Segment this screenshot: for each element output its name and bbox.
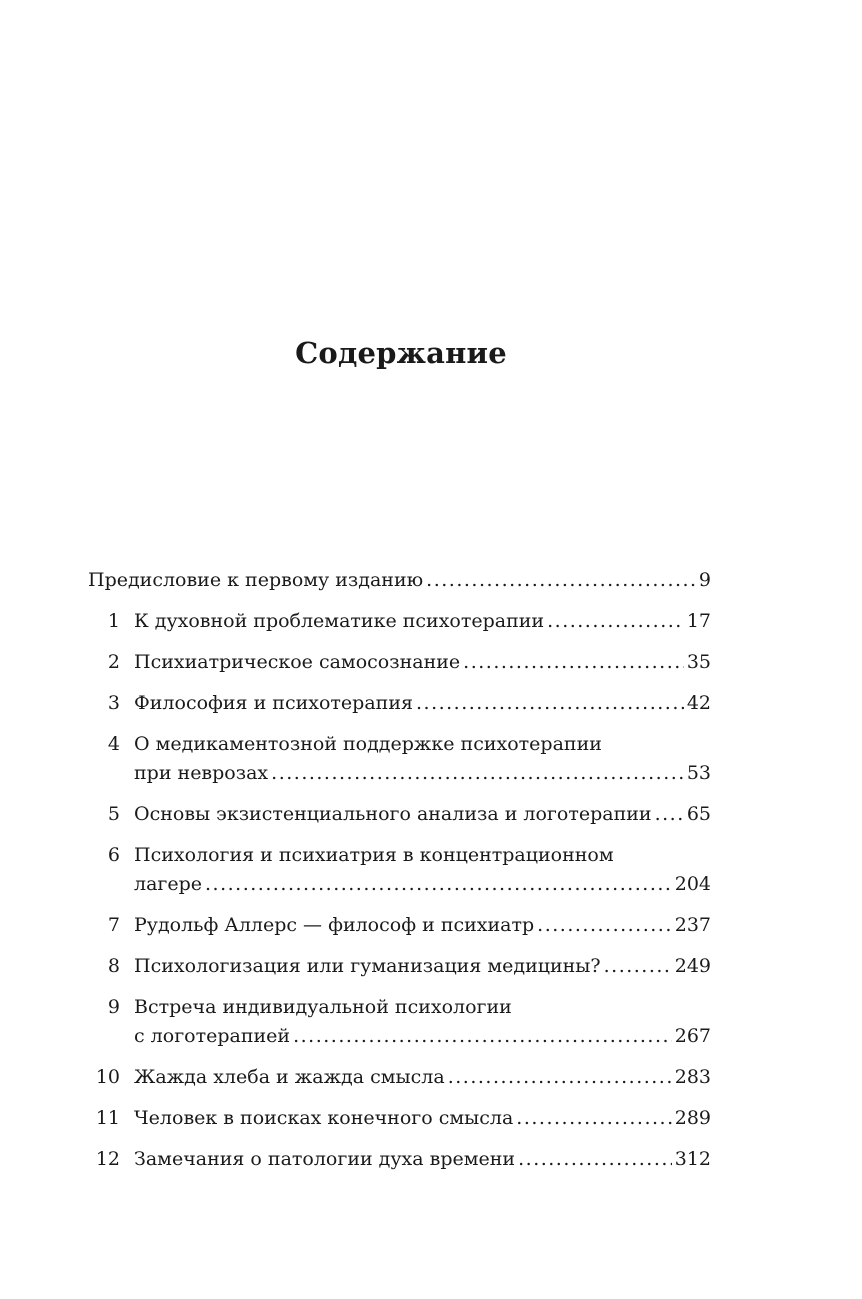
toc-entry-title-line: Человек в поисках конечного смысла: [134, 1107, 514, 1129]
toc-entry-title-line: Психиатрическое самосознание: [134, 651, 461, 673]
toc-entry-last-line: [134, 952, 711, 981]
dot-leader: [604, 952, 672, 981]
dot-leader: [516, 1104, 671, 1133]
toc-entry-page-number: 35: [686, 651, 711, 673]
toc-entry-number: 5: [107, 803, 120, 825]
toc-entry-last-line: [134, 1022, 711, 1051]
toc-entry-number: 10: [95, 1066, 120, 1088]
toc-entry-page-number: 267: [674, 1025, 711, 1047]
toc-entry-number: 9: [107, 996, 120, 1018]
toc-entry-body: [134, 800, 711, 829]
toc-entry-body: [134, 1063, 711, 1092]
toc-entry: [88, 648, 711, 677]
toc-entry-number: 2: [107, 651, 120, 673]
table-of-contents: [88, 566, 711, 1186]
toc-entry-last-line: [134, 911, 711, 940]
toc-entry: [88, 800, 711, 829]
toc-entry-body: [134, 689, 711, 718]
toc-entry-page-number: 289: [674, 1107, 711, 1129]
toc-entry-page-number: 42: [686, 692, 711, 714]
toc-entry-last-line: [134, 689, 711, 718]
toc-entry-last-line: [134, 759, 711, 788]
toc-entry-title-line: Замечания о патологии духа времени: [134, 1148, 516, 1170]
toc-entry-title-line: Философия и психотерапия: [134, 692, 413, 714]
dot-leader: [271, 759, 684, 788]
toc-entry: [88, 689, 711, 718]
toc-entry-number: 1: [107, 610, 120, 632]
toc-entry-last-line: [88, 566, 711, 595]
toc-entry-number: 3: [107, 692, 120, 714]
toc-entry-last-line: [134, 607, 711, 636]
toc-entry-body: [134, 1145, 711, 1174]
dot-leader: [518, 1145, 672, 1174]
toc-entry-number: 7: [107, 914, 120, 936]
dot-leader: [293, 1022, 672, 1051]
dot-leader: [537, 911, 672, 940]
dot-leader: [205, 870, 672, 899]
toc-entry-title-line: О медикаментозной поддержке психотерапии: [134, 733, 602, 755]
toc-entry-last-line: [134, 1104, 711, 1133]
dot-leader: [655, 800, 684, 829]
toc-entry-last-line: [134, 1145, 711, 1174]
toc-entry-page-number: 283: [674, 1066, 711, 1088]
toc-entry-title-line: с логотерапией: [134, 1025, 291, 1047]
toc-entry: [88, 993, 711, 1051]
toc-entry-body: [134, 730, 711, 788]
toc-entry-last-line: [134, 800, 711, 829]
toc-entry-body: [134, 993, 711, 1051]
toc-entry: [88, 1063, 711, 1092]
toc-entry-number: 4: [107, 733, 120, 755]
toc-entry-page-number: 249: [674, 955, 711, 977]
dot-leader: [426, 566, 696, 595]
toc-entry-body: [134, 911, 711, 940]
toc-entry: [88, 1145, 711, 1174]
toc-entry-page-number: 237: [674, 914, 711, 936]
page-title: Содержание: [295, 336, 507, 370]
toc-entry-page-number: 17: [686, 610, 711, 632]
toc-entry-title-line: Предисловие к первому изданию: [88, 569, 424, 591]
toc-entry-number: 6: [107, 844, 120, 866]
toc-entry-page-number: 53: [686, 762, 711, 784]
toc-entry-body: [134, 841, 711, 899]
dot-leader: [416, 689, 684, 718]
toc-entry-page-number: 65: [686, 803, 711, 825]
dot-leader: [463, 648, 684, 677]
toc-entry-body: [134, 607, 711, 636]
toc-entry-last-line: [134, 648, 711, 677]
toc-entry-title-line: Основы экзистенциального анализа и логотерапии: [134, 803, 652, 825]
toc-entry-title-line: Встреча индивидуальной психологии: [134, 996, 512, 1018]
toc-entry-number: 8: [107, 955, 120, 977]
toc-entry-body: [134, 648, 711, 677]
toc-entry-title-line: Жажда хлеба и жажда смысла: [134, 1066, 445, 1088]
toc-entry: [88, 1104, 711, 1133]
toc-entry-title-line: при неврозах: [134, 762, 269, 784]
toc-entry-title-line: Психология и психиатрия в концентрационном: [134, 844, 614, 866]
toc-entry: [88, 730, 711, 788]
toc-entry-title-line: Психологизация или гуманизация медицины?: [134, 955, 601, 977]
toc-entry-page-number: 9: [698, 569, 711, 591]
toc-entry: [88, 841, 711, 899]
toc-entry-body: [88, 566, 711, 595]
toc-entry-title-line: Рудольф Аллерс — философ и психиатр: [134, 914, 535, 936]
toc-entry: [88, 911, 711, 940]
toc-entry-page-number: 312: [674, 1148, 711, 1170]
dot-leader: [448, 1063, 672, 1092]
toc-entry: [88, 607, 711, 636]
toc-entry-last-line: [134, 1063, 711, 1092]
toc-entry-title-line: лагере: [134, 873, 203, 895]
toc-entry-last-line: [134, 870, 711, 899]
toc-entry: [88, 952, 711, 981]
toc-entry-body: [134, 952, 711, 981]
toc-entry-number: 12: [95, 1148, 120, 1170]
dot-leader: [547, 607, 684, 636]
toc-entry-title-line: К духовной проблематике психотерапии: [134, 610, 545, 632]
toc-entry: [88, 566, 711, 595]
toc-entry-page-number: 204: [674, 873, 711, 895]
toc-entry-body: [134, 1104, 711, 1133]
toc-entry-number: 11: [95, 1107, 120, 1129]
